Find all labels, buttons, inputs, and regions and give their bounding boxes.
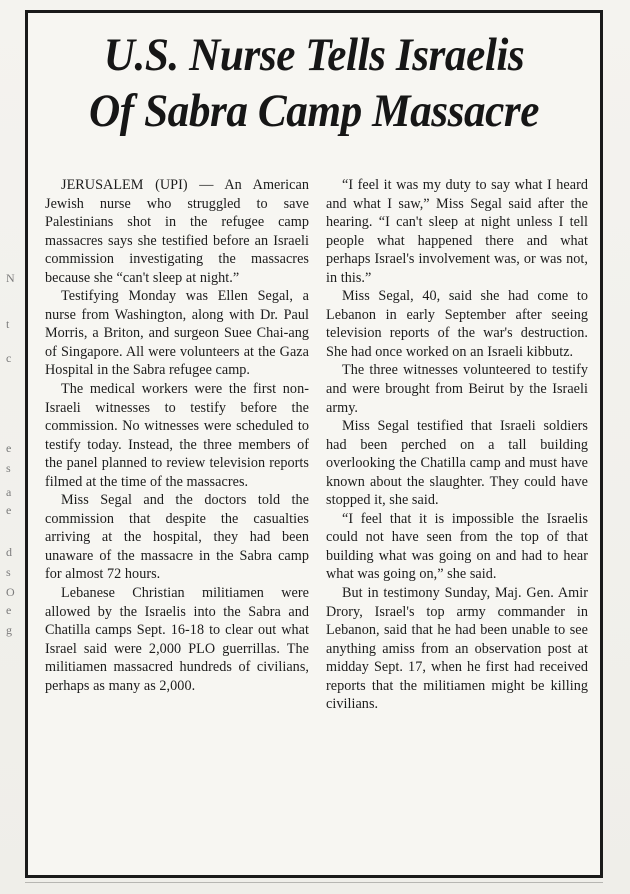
margin-fragment: e xyxy=(6,503,12,517)
paragraph: But in testimony Sunday, Maj. Gen. Amir Drory, Israel's top army commander in Lebanon, said that he had been unable to see anything amiss from an observation post at midday Sept. 17, when he first had received reports that the militiamen might be killing civilians. xyxy=(326,585,588,713)
margin-fragment: t xyxy=(6,317,10,331)
right-column xyxy=(326,176,588,714)
headline xyxy=(51,27,577,139)
margin-fragment: a xyxy=(6,485,12,499)
paragraph: Lebanese Christian militiamen were allowed by the Israelis into the Sabra and Chatilla camps Sept. 16-18 to clear out what Israel said were 2,000 PLO guerrillas. The militiamen massacred hundreds of civilians, perhaps as many as 2,000. xyxy=(45,585,309,694)
paragraph: Miss Segal testified that Israeli soldiers had been perched on a tall building overlooking the Chatilla camp and must have known about the slaughter. They could have stopped it, she said. xyxy=(326,418,588,509)
page-rule xyxy=(25,882,603,883)
margin-fragment: d xyxy=(6,545,12,559)
margin-fragment: g xyxy=(6,623,12,637)
paragraph: “I feel it was my duty to say what I heard and what I saw,” Miss Segal said after the hearing. “I can't sleep at night unless I tell people what happened there and what perhaps Israel's involvement was, or was not, in this.” xyxy=(326,177,588,286)
paragraph: “I feel that it is impossible the Israelis could not have seen from the top of that building what was going on and had to hear what was going on,” she said. xyxy=(326,510,588,583)
adjacent-column-fragment xyxy=(0,0,22,894)
margin-fragment: s xyxy=(6,461,11,475)
paragraph: Miss Segal, 40, said she had come to Lebanon in early September after seeing television reports of the war's destruction. She had once worked on an Israeli kibbutz. xyxy=(326,288,588,360)
margin-fragment: O xyxy=(6,585,15,599)
margin-fragment: N xyxy=(6,271,15,285)
headline-line-1: U.S. Nurse Tells Israelis xyxy=(103,29,525,81)
paragraph: Miss Segal and the doctors told the commission that despite the casualties arriving at the hospital, they had been unaware of the massacre in the Sabra camp for almost 72 hours. xyxy=(45,492,309,583)
paragraph: JERUSALEM (UPI) — An American Jewish nurse who struggled to save Palestinians shot in the refugee camp massacres says she testified before an Israeli commission investigating the massacres because she “can't sleep at night.” xyxy=(45,177,309,286)
margin-fragment: e xyxy=(6,441,12,455)
paragraph: Testifying Monday was Ellen Segal, a nurse from Washington, along with Dr. Paul Morris, a Briton, and surgeon Suee Chai-ang of Singapore. All were volunteers at the Gaza Hospital in the Sabra refugee camp. xyxy=(45,288,309,379)
margin-fragment: s xyxy=(6,565,11,579)
left-column xyxy=(45,176,309,695)
margin-fragment: c xyxy=(6,351,12,365)
paragraph: The medical workers were the first non-Israeli witnesses to testify before the commission. No witnesses were scheduled to testify today. Instead, the three members of the panel planned to review television reports filmed at the time of the massacres. xyxy=(45,381,309,490)
margin-fragment: e xyxy=(6,603,12,617)
article-box xyxy=(25,10,603,878)
headline-line-2: Of Sabra Camp Massacre xyxy=(89,85,539,137)
paragraph: The three witnesses volunteered to testify and were brought from Beirut by the Israeli army. xyxy=(326,362,588,416)
